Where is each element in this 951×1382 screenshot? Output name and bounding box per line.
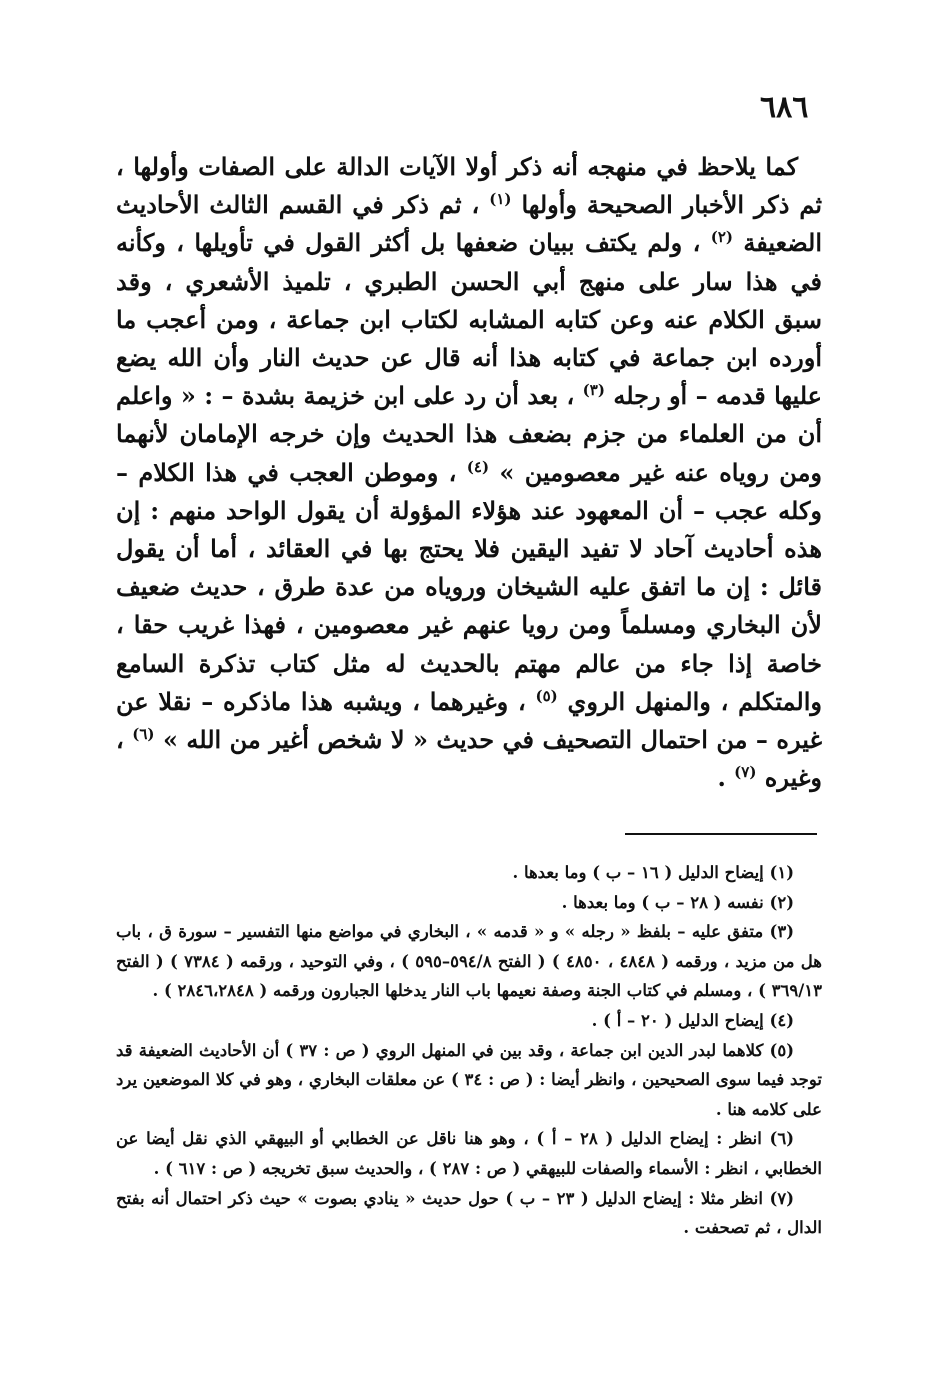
footnote-1 [116,858,822,888]
footnote-ref: (٧) [734,763,757,782]
footnote-ref: (١) [489,190,512,209]
body-text-segment: . [717,763,726,793]
footnote-text: نفسه ( ٢٨ – ب ) وما بعدها . [561,892,764,912]
footnote-ref: (٥) [535,686,558,705]
body-text-segment: كما يلاحظ في منهجه أنه ذكر أولا الآيات الدالة على الصفات وأولها ، ثم ذكر الأخبار الصحيحة وأولها [116,152,823,220]
footnote-3 [116,917,822,1006]
footnote-number: (٧) [769,1188,795,1208]
body-text-segment: ، وغيرهما ، ويشبه هذا ماذكره – نقلا عن غيره – من احتمال التصحيف في حديث « لا شخص أغير من الله » [116,686,822,755]
footnote-7 [116,1184,822,1243]
footnote-text: إيضاح الدليل ( ٢٠ – أ ) . [591,1010,764,1030]
footnote-ref: (٤) [466,457,490,476]
footnote-number: (٢) [769,892,794,912]
footnote-text: إيضاح الدليل ( ١٦ – ب ) وما بعدها . [512,863,764,882]
footnote-number: (٣) [769,922,795,942]
footnote-number: (٤) [769,1010,794,1030]
footnote-6 [116,1124,822,1183]
footnote-4 [116,1006,822,1036]
footnote-text: انظر مثلا : إيضاح الدليل ( ٢٣ – ب ) حول حديث « ينادي بصوت » حيث ذكر احتمال أنه بفتح الدال ، ثم تصحفت . [116,1188,822,1238]
footnote-text: كلاهما لبدر الدين ابن جماعة ، وقد بين في المنهل الروي ( ص : ٣٧ ) أن الأحاديث الضعيفة قد توجد فيما سوى الصحيحين ، وانظر أيضا : ( ص : ٣٤ ) عن معلقات البخاري ، وهو في كلا الموضعين يرد على كلامه هنا . [116,1040,822,1119]
footnote-number: (٦) [769,1129,795,1149]
footnote-number: (١) [769,863,794,882]
footnote-ref: (٣) [582,381,605,400]
body-text-segment: ، ثم ذكر في القسم الثالث الأحاديث الضعيفة [116,190,822,258]
footnote-2 [116,888,822,918]
page-number: ٦٨٦ [760,90,809,125]
footnote-text: انظر : إيضاح الدليل ( ٢٨ – أ ) ، وهو هنا ناقل عن الخطابي أو البيهقي الذي نقل أيضا عن الخطابي ، انظر : الأسماء والصفات للبيهقي ( ص : ٢٨٧ ) ، والحديث سبق تخريجه ( ص : ٦١٧ ) . [116,1129,822,1178]
body-text-segment: ، بعد أن رد على ابن خزيمة بشدة – : « واعلم أن من العلماء من جزم بضعف هذا الحديث وإن خرجه الإمامان لأنهما ومن روياه عنه غير معصومين » [116,381,823,487]
footnote-divider [625,833,817,835]
footnote-5 [116,1036,822,1125]
main-text [116,148,822,797]
body-text-segment: ، ولم يكتف ببيان ضعفها بل أكثر القول في تأويلها ، وكأنه في هذا سار على منهج أبي الحسن الطبري ، تلميذ الأشعري ، وقد سبق الكلام عنه وعن كتابه المشابه لكتاب ابن جماعة ، ومن أعجب ما أورده ابن جماعة في كتابه هذا أنه قال عن حديث النار وأن الله يضع عليها قدمه – أو رجله [116,228,822,411]
body-paragraph [116,148,822,797]
footnote-number: (٥) [769,1040,795,1060]
body-text-segment: ، وغيره [116,725,822,793]
footnotes-section [116,858,822,1243]
footnote-ref: (٢) [710,228,733,247]
footnote-ref: (٦) [132,725,155,744]
body-text-segment: ، وموطن العجب في هذا الكلام – وكله عجب – أن المعهود عند هؤلاء المؤولة أن يقول الواحد منهم : إن هذه أحاديث آحاد لا تفيد اليقين فلا يحتج بها في العقائد ، أما أن يقول قائل : إن ما اتفق عليه الشيخان وروياه من عدة طرق ، حديث ضعيف لأن البخاري ومسلماً ومن رويا عنهم غير معصومين ، فهذا غريب حقا ، خاصة إذا جاء من عالم مهتم بالحديث له مثل كتاب تذكرة السامع والمتكلم ، والمنهل الروي [116,457,823,716]
footnote-text: متفق عليه – بلفظ « رجله » و « قدمه » ، البخاري في مواضع منها التفسير – سورة ق ، باب هل من مزيد ، ورقمه ( ٤٨٤٨ ، ٤٨٥٠ ) ( الفتح ٥٩٤/٨–٥٩٥ ) ، وفي التوحيد ، ورقمه ( ٧٣٨٤ ) ( الفتح ٣٦٩/١٣ ) ، ومسلم في كتاب الجنة وصفة نعيمها باب النار يدخلها الجبارون ورقمه ( ٢٨٤٦،٢٨٤٨ ) . [116,922,822,1001]
